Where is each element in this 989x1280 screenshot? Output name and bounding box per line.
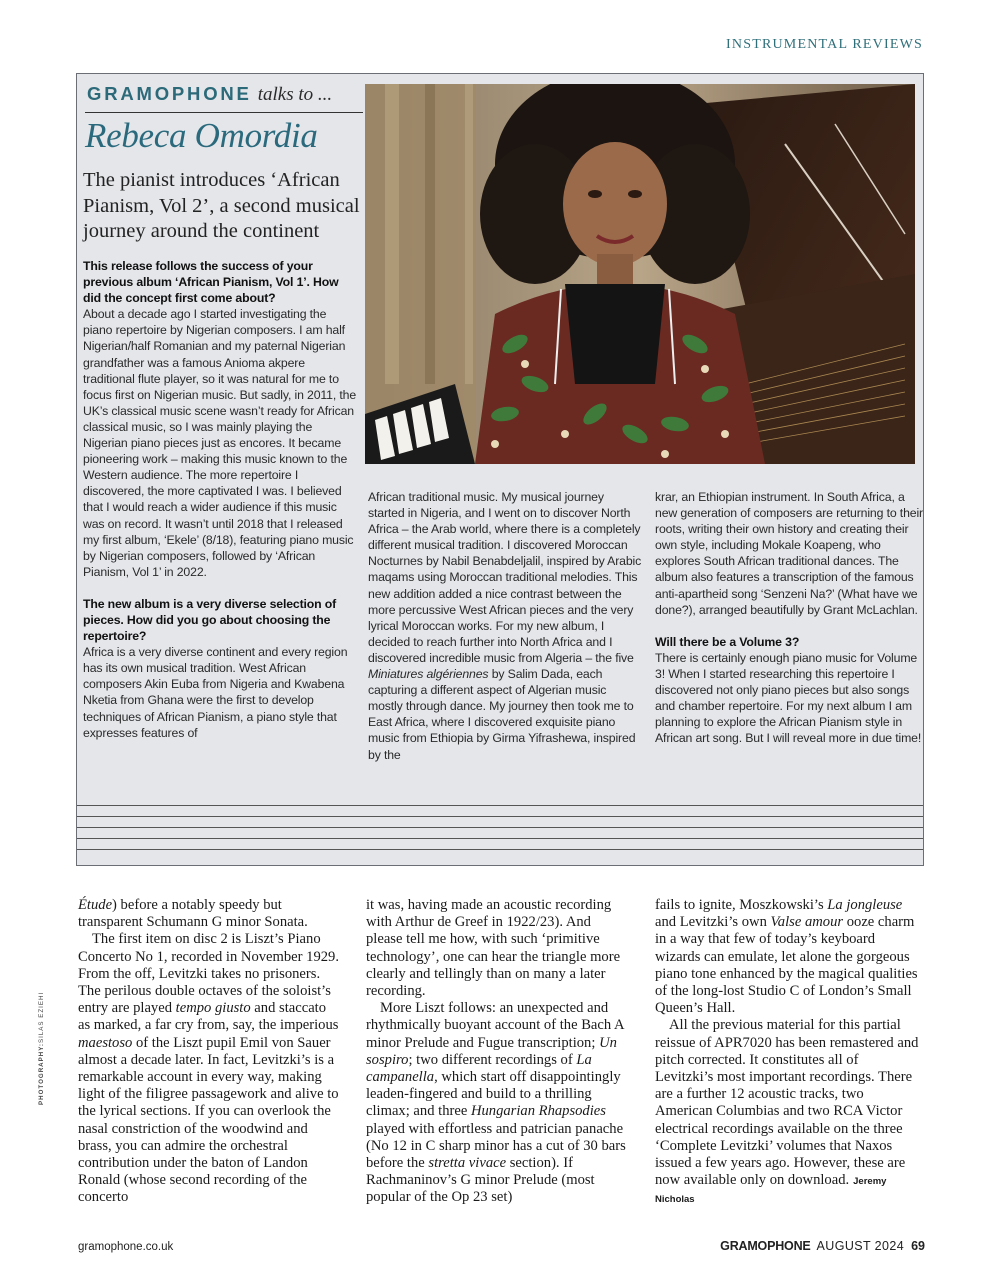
review-c3-text-c: ooze charm in a way that few of today’s keyboard wizards can emulate, let alone the gorgeous piano tone enhanced by the magical qualities of the long-lost Studio C of London’s Small Queen’s Hall. [655, 914, 918, 1017]
interviewee-name: Rebeca Omordia [85, 116, 318, 155]
photo-credit-name: SILAS EZIEHI [38, 991, 45, 1044]
answer-3: There is certainly enough piano music for Volume 3! When I started researching this repertoire I discovered not only piano pieces but also songs and chamber repertoire. For my next album I am planning to explore the African Pianism style in African art song. But I will reveal more in due time! [655, 650, 922, 746]
pianist-portrait-illustration [365, 84, 915, 464]
review-c1-italic: Étude [78, 897, 113, 913]
question-1: This release follows the success of your previous album ‘African Pianism, Vol 1’. How did the concept first come about? [83, 259, 339, 306]
answer-2-text-a: African traditional music. My musical journey started in Nigeria, and I went on to discover North Africa – the Arab world, where there is a completely different musical tradition. I discovered Moroccan Nocturnes by Nabil Benabdeljalil, inspired by Arabic maqams using Moroccan traditional melodies. This new addition added a nice contrast between the more percussive West African pieces and the very lyrical Moroccan works. For my new album, I decided to reach further into North Africa and I discovered incredible music from Algeria – the five [368, 490, 642, 665]
review-c2-text-a: More Liszt follows: an unexpected and rhythmically buoyant account of the Bach A minor Prelude and Fugue transcription; [366, 1000, 624, 1051]
review-c3-italic-2: Valse amour [770, 914, 844, 931]
answer-2-text-b: by Salim Dada, each capturing a different aspect of Algerian music mostly through dance. My journey then took me to East Africa, where I discovered exquisite piano music from Ethiopia by Girma Yifrashewa, inspired by the [368, 667, 636, 762]
review-c3-para-1 [655, 897, 920, 1017]
review-c3-italic-1: La jongleuse [827, 897, 903, 913]
review-c1-para-2 [78, 931, 340, 1206]
answer-1: About a decade ago I started investigating the piano repertoire by Nigerian composers. I am half Nigerian/half Romanian and my paternal Nigerian grandfather was a famous Anioma akpere traditional flute player, so it was natural for me to focus first on Nigerian music. But sadly, in 2011, the UK’s classical music scene wasn’t ready for African classical music, so I was mainly playing the Nigerian piano pieces just as encores. It became pioneering work – making this music known to the Western audience. The more repertoire I discovered, the more captivated I was. I believed that I would reach a wider audience if this music was on record. It wasn’t until 2018 that I released my first album, ‘Ekele’ (8/18), featuring piano music by Nigerian composers, followed by ‘African Pianism, Vol 1’ in 2022. [83, 307, 357, 579]
review-c2-italic-2: La campanella [366, 1051, 592, 1086]
review-c2-italic-3: Hungarian Rhapsodies [470, 1103, 606, 1120]
footer-url: gramophone.co.uk [78, 1241, 174, 1253]
answer-2-part-3: krar, an Ethiopian instrument. In South Africa, a new generation of composers are returning to their roots, writing their own history and creating their own style, including Mokale Koapeng, who explores South African traditional dances. The album also features a transcription of the famous anti-apartheid song ‘Senzeni Na?’ (What have we done?), arranged beautifully by Grant McLachlan. [655, 490, 923, 617]
review-c1-text-2a: The first item on disc 2 is Liszt’s Piano Concerto No 1, recorded in November 1929. From the off, Levitzki takes no prisoners. The perilous double octaves of the soloist’s entry are played [78, 931, 339, 1017]
review-byline: Jeremy Nicholas [655, 1176, 887, 1206]
review-c1-text-1: ) before a notably speedy but transparent Schumann G minor Sonata. [78, 897, 308, 931]
review-c2-text-e: section). If Rachmaninov’s G minor Prelude (most popular of the Op 23 set) [366, 1155, 595, 1206]
review-c3-para-2 [655, 1017, 920, 1208]
question-2: The new album is a very diverse selection of pieces. How did you go about choosing the repertoire? [83, 596, 337, 644]
review-c3-text-2: All the previous material for this partial reissue of APR7020 has been remastered and pitch corrected. It constitutes all of Levitzki’s most important recordings. There are a further 12 acoustic tracks, two American Columbias and two RCA Victor electrical recordings available on the three ‘Complete Levitzki’ volumes that Naxos issued a few years ago. However, these are now available only on download. [655, 1017, 919, 1189]
heading-rule [85, 112, 363, 113]
footer-brand: GRAMOPHONE [720, 1239, 811, 1253]
review-c3-text-a: fails to ignite, Moszkowski’s [655, 897, 828, 913]
review-c1-text-2b: and staccato as marked, a far cry from, say, the imperious [78, 1000, 339, 1034]
gramophone-brand-label: GRAMOPHONE [87, 83, 252, 104]
review-c1-italic-3: maestoso [78, 1034, 133, 1051]
qa-column-1 [83, 258, 357, 741]
review-c2-italic-4: stretta vivace [428, 1155, 507, 1172]
review-c2-text-c: , which start off disappointingly leaden-fingered and build to a thrilling climax; and three [366, 1069, 621, 1120]
review-c2-para-2 [366, 1000, 628, 1206]
section-label: INSTRUMENTAL REVIEWS [726, 37, 923, 52]
qa-column-3 [655, 489, 923, 746]
answer-2-part-2 [368, 489, 643, 763]
review-c2-italic-1: Un sospiro [366, 1034, 617, 1068]
footer-date: AUGUST 2024 [816, 1239, 905, 1253]
answer-2-part-1: Africa is a very diverse continent and every region has its own musical tradition. West African composers Akin Euba from Nigeria and Kwabena Nketia from Ghana were the first to develop techniques of African Pianism, a piano style that expresses features of [83, 645, 348, 740]
page-number: 69 [911, 1239, 925, 1253]
photo-credit [38, 992, 45, 1105]
review-column-1 [78, 897, 340, 1207]
interview-panel [76, 73, 924, 866]
review-column-2 [366, 897, 628, 1207]
music-staff-decoration [77, 805, 923, 860]
review-c2-text-b: ; two different recordings of [408, 1051, 577, 1068]
talks-to-label: talks to ... [257, 84, 333, 105]
review-c2-para-1: it was, having made an acoustic recording with Arthur de Greef in 1922/23). And please tell me how, with such ‘primitive technology’, one can hear the triangle more clearly and tellingly than on many a later recording. [366, 897, 621, 1000]
gramophone-talks-to-heading [87, 83, 332, 106]
question-3: Will there be a Volume 3? [655, 634, 800, 649]
portrait-photo [365, 84, 915, 464]
footer-folio [720, 1239, 925, 1253]
review-column-3 [655, 897, 920, 1209]
qa-column-2 [368, 489, 643, 763]
review-c1-italic-2: tempo giusto [175, 1000, 251, 1017]
review-c3-text-b: and Levitzki’s own [655, 914, 771, 931]
review-c2-text-d: played with effortless and patrician panache (No 12 in C sharp minor has a cut of 30 bars before the [366, 1120, 626, 1172]
answer-2-title-italic: Miniatures algériennes [368, 667, 489, 682]
photo-credit-label: PHOTOGRAPHY: [38, 1043, 45, 1105]
review-c1-para-1 [78, 897, 340, 931]
review-c1-text-2c: of the Liszt pupil Emil von Sauer almost a decade later. In fact, Levitzki’s is a remarkable account in every way, making light of the filigree passagework and alive to the lyrical sections. If you can overlook the nasal constriction of the woodwind and brass, you can admire the orchestral contribution under the baton of Landon Ronald (whose second recording of the concerto [78, 1034, 339, 1206]
interview-intro: The pianist introduces ‘African Pianism, Vol 2’, a second musical journey around the continent [83, 169, 360, 242]
